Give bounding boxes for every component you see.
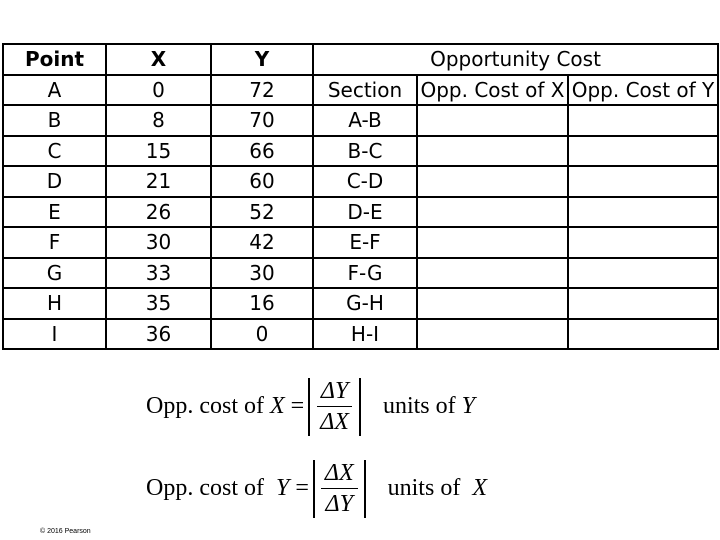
x-cell: 35 bbox=[106, 288, 211, 319]
fraction-denominator: ΔX bbox=[320, 409, 349, 436]
opp-cost-x-cell bbox=[417, 227, 568, 258]
opp-cost-y-cell bbox=[568, 227, 718, 258]
table-row bbox=[3, 227, 718, 258]
opportunity-cost-table bbox=[2, 43, 719, 350]
table-row bbox=[3, 105, 718, 136]
y-cell: 60 bbox=[211, 166, 313, 197]
formula-unit-variable: X bbox=[472, 475, 487, 502]
point-cell: F bbox=[3, 227, 106, 258]
fraction-denominator: ΔY bbox=[325, 491, 353, 518]
x-cell: 21 bbox=[106, 166, 211, 197]
point-header: Point bbox=[3, 44, 106, 75]
section-cell: H-I bbox=[313, 319, 417, 350]
formula-lead: Opp. cost of bbox=[146, 475, 276, 502]
x-cell: 30 bbox=[106, 227, 211, 258]
opp-cost-y-cell bbox=[568, 258, 718, 289]
x-cell: 36 bbox=[106, 319, 211, 350]
point-cell: G bbox=[3, 258, 106, 289]
table-row bbox=[3, 136, 718, 167]
y-cell: 70 bbox=[211, 105, 313, 136]
y-cell: 66 bbox=[211, 136, 313, 167]
section-cell: F-G bbox=[313, 258, 417, 289]
opp-cost-x-cell bbox=[417, 258, 568, 289]
point-cell: D bbox=[3, 166, 106, 197]
copyright-notice: © 2016 Pearson bbox=[40, 528, 91, 535]
opp-cost-x-cell bbox=[417, 319, 568, 350]
formula-units: units of bbox=[387, 475, 473, 502]
table-row bbox=[3, 197, 718, 228]
y-cell: 42 bbox=[211, 227, 313, 258]
x-cell: 0 bbox=[106, 75, 211, 106]
fraction-numerator: ΔX bbox=[321, 460, 358, 489]
y-header: Y bbox=[211, 44, 313, 75]
section-cell: A-B bbox=[313, 105, 417, 136]
opp-cost-x-cell bbox=[417, 288, 568, 319]
formula-equals: = bbox=[284, 393, 305, 420]
formula-equals: = bbox=[289, 475, 309, 502]
opp-cost-y-cell bbox=[568, 136, 718, 167]
table-header-row bbox=[3, 44, 718, 75]
table-row bbox=[3, 166, 718, 197]
table-row bbox=[3, 258, 718, 289]
opp-cost-y-cell bbox=[568, 288, 718, 319]
opp-cost-y-cell bbox=[568, 197, 718, 228]
point-cell: I bbox=[3, 319, 106, 350]
formula-lead: Opp. cost of bbox=[146, 393, 270, 420]
opp-cost-x-cell bbox=[417, 197, 568, 228]
point-cell: A bbox=[3, 75, 106, 106]
formula-units: units of bbox=[382, 393, 462, 420]
section-cell: C-D bbox=[313, 166, 417, 197]
y-cell: 72 bbox=[211, 75, 313, 106]
opportunity-cost-header: Opportunity Cost bbox=[313, 44, 718, 75]
opp-cost-y-cell bbox=[568, 319, 718, 350]
absolute-value-fraction bbox=[313, 460, 366, 518]
table-row bbox=[3, 288, 718, 319]
formula-variable: Y bbox=[275, 475, 290, 502]
section-cell: B-C bbox=[313, 136, 417, 167]
opp-cost-x-cell bbox=[417, 105, 568, 136]
x-cell: 26 bbox=[106, 197, 211, 228]
opp-cost-y-header: Opp. Cost of Y bbox=[568, 75, 718, 106]
opp-cost-x-cell bbox=[417, 136, 568, 167]
point-cell: B bbox=[3, 105, 106, 136]
table-row bbox=[3, 319, 718, 350]
opp-cost-x-cell bbox=[417, 166, 568, 197]
y-cell: 30 bbox=[211, 258, 313, 289]
section-cell: E-F bbox=[313, 227, 417, 258]
formula-unit-variable: Y bbox=[461, 393, 475, 420]
x-cell: 15 bbox=[106, 136, 211, 167]
point-cell: C bbox=[3, 136, 106, 167]
opp-cost-y-formula bbox=[146, 460, 487, 518]
y-cell: 0 bbox=[211, 319, 313, 350]
formula-variable: X bbox=[269, 393, 285, 420]
point-cell: H bbox=[3, 288, 106, 319]
opp-cost-x-header: Opp. Cost of X bbox=[417, 75, 568, 106]
opp-cost-y-cell bbox=[568, 105, 718, 136]
x-cell: 33 bbox=[106, 258, 211, 289]
section-header: Section bbox=[313, 75, 417, 106]
fraction-numerator: ΔY bbox=[317, 378, 352, 407]
opp-cost-y-cell bbox=[568, 166, 718, 197]
section-cell: G-H bbox=[313, 288, 417, 319]
absolute-value-fraction bbox=[308, 378, 361, 436]
point-cell: E bbox=[3, 197, 106, 228]
section-cell: D-E bbox=[313, 197, 417, 228]
opp-cost-x-formula bbox=[146, 378, 475, 436]
x-cell: 8 bbox=[106, 105, 211, 136]
table-row bbox=[3, 75, 718, 106]
y-cell: 52 bbox=[211, 197, 313, 228]
x-header: X bbox=[106, 44, 211, 75]
y-cell: 16 bbox=[211, 288, 313, 319]
